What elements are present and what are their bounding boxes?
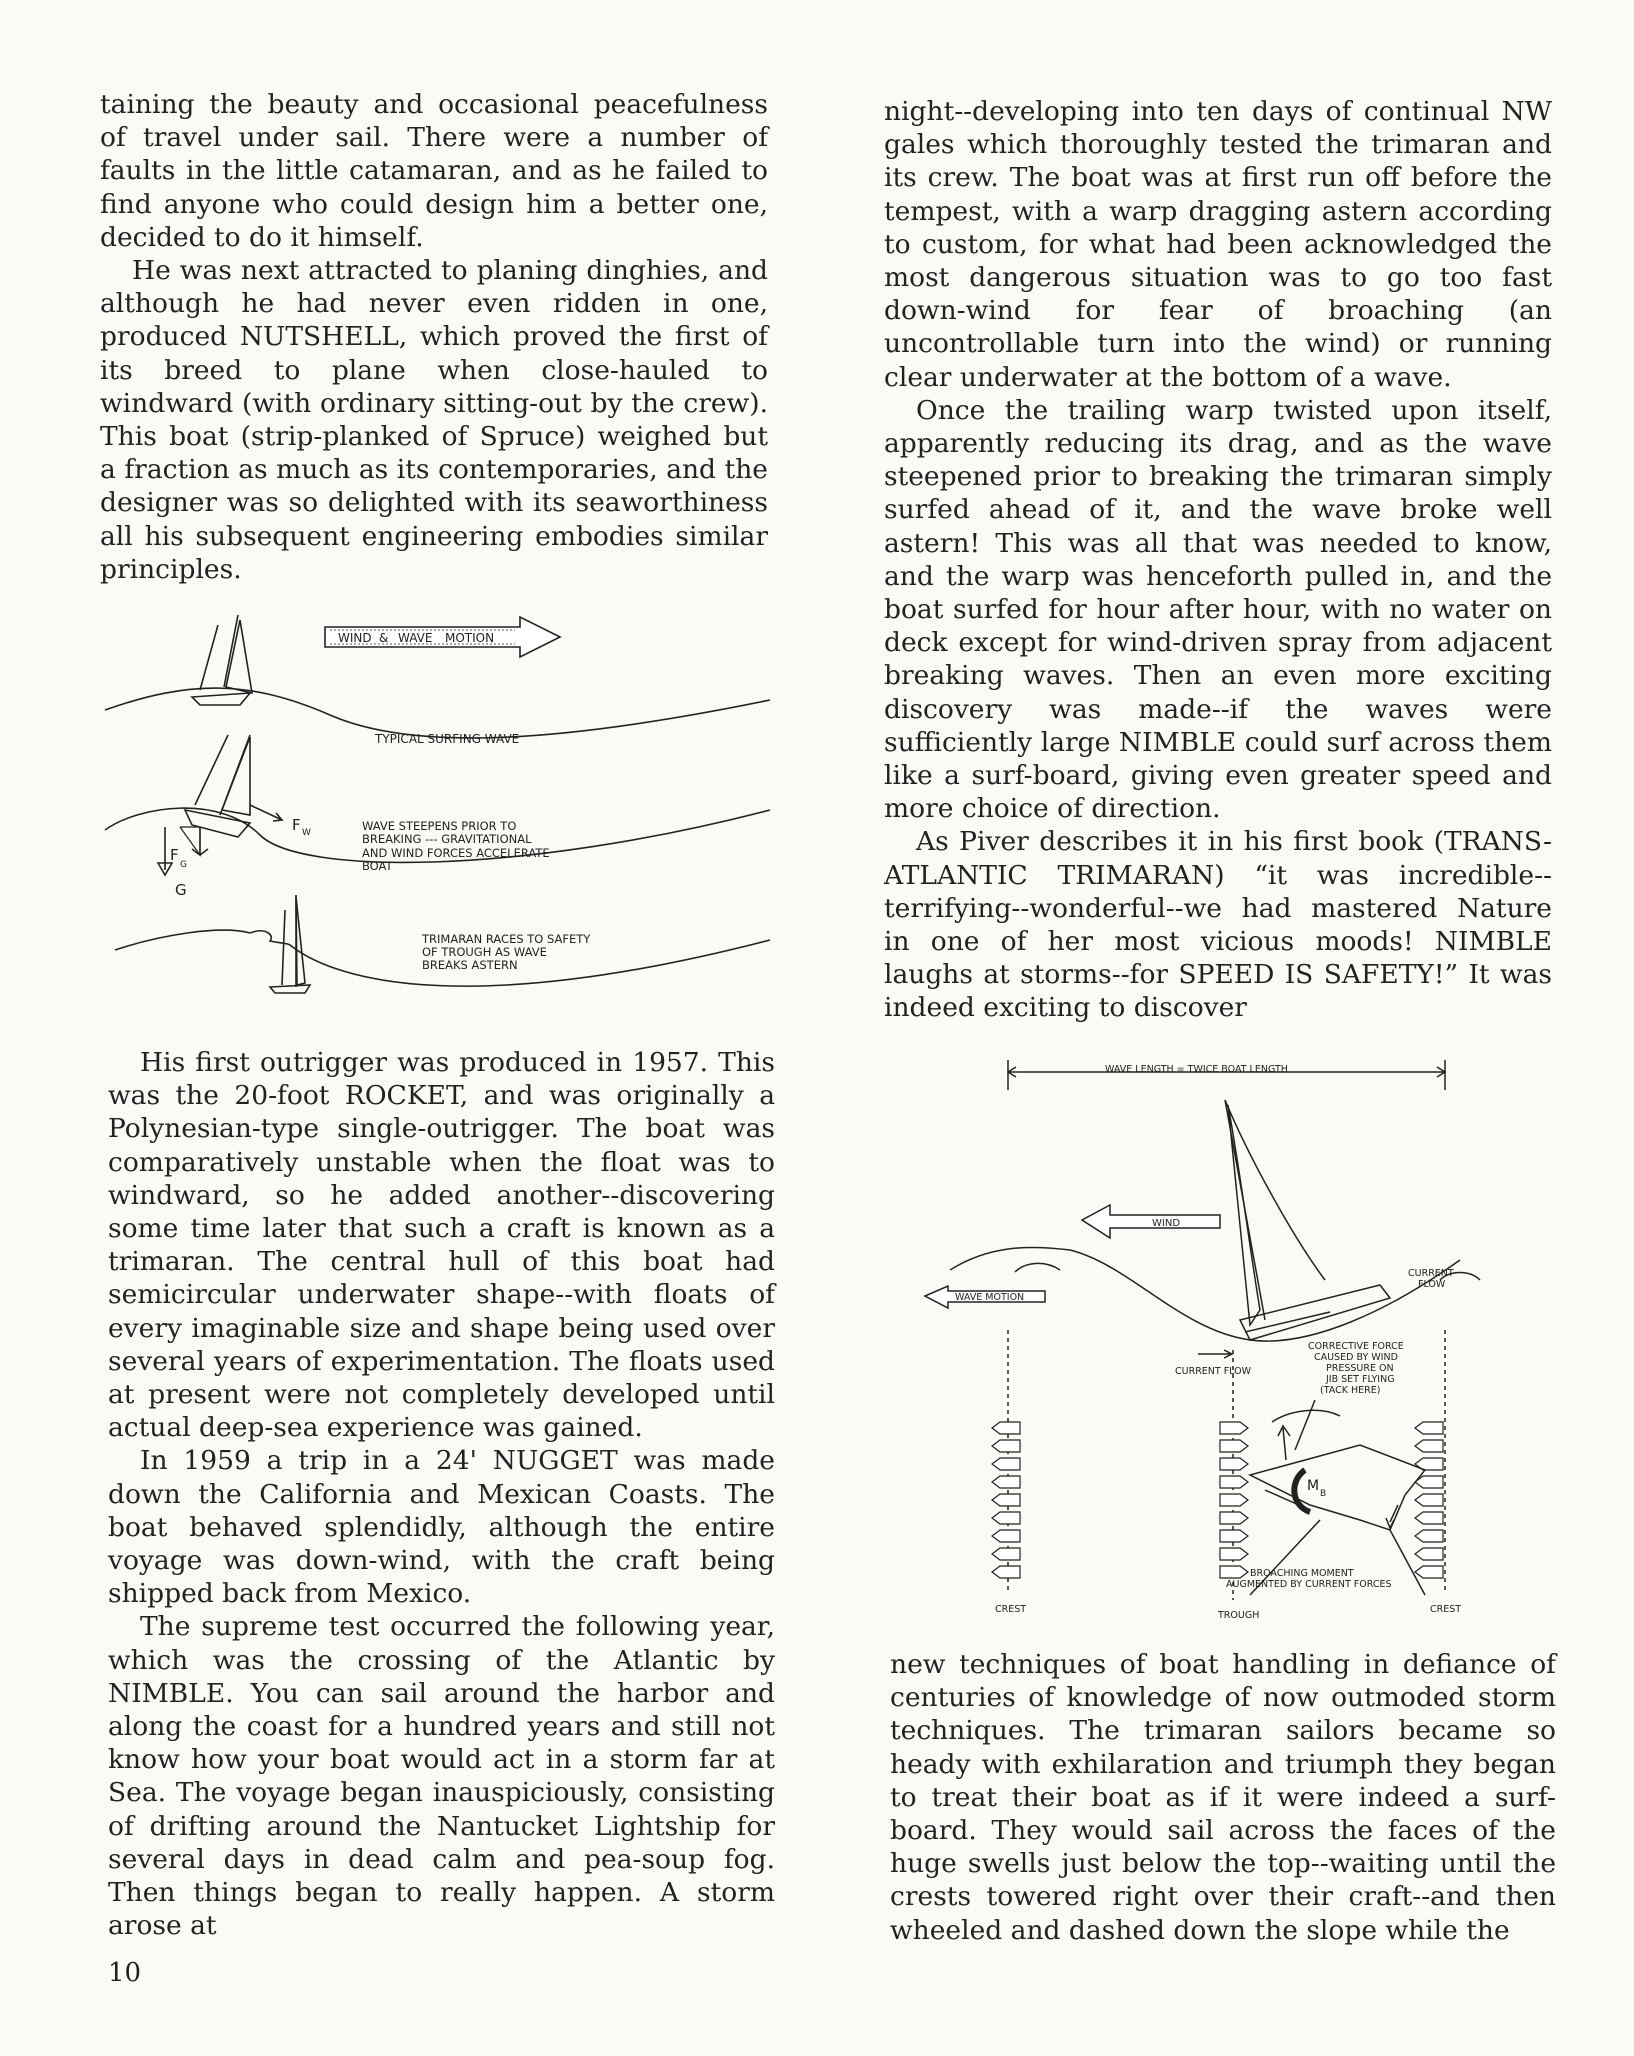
current-flow-label: CURRENT FLOW (1175, 1366, 1252, 1377)
page-number: 10 (108, 1958, 142, 1988)
chevron-arrows (992, 1422, 1443, 1578)
chevron-arrow-icon (1220, 1548, 1248, 1560)
chevron-arrow-icon (992, 1458, 1020, 1470)
paragraph: His first outrigger was produced in 1957. This was the 20-foot ROCKET, and was originally a Polynesian-type single-outrigger. The boat was comparatively unstable when the float was to windward, so he added another--discovering some time later that such a craft is known as a trimaran. The central hull of this boat had semicircular underwater shape--with floats of every imaginable size and shape being used over several years of experimentation. The floats used at present were not completely developed until actual deep-sea experience was gained. (108, 1047, 775, 1444)
left-column-top (100, 88, 768, 586)
svg-text:BOAT: BOAT (362, 859, 393, 873)
right-column-bottom (890, 1648, 1556, 1947)
chevron-arrow-icon (1220, 1512, 1248, 1524)
wind-arrow (1082, 1205, 1220, 1238)
svg-text:AUGMENTED BY CURRENT FORCES: AUGMENTED BY CURRENT FORCES (1226, 1579, 1392, 1590)
chevron-arrow-icon (1220, 1566, 1248, 1578)
chevron-arrow-icon (992, 1440, 1020, 1452)
crest-left-label: CREST (995, 1604, 1027, 1615)
chevron-arrow-icon (992, 1494, 1020, 1506)
chevron-arrow-icon (992, 1548, 1020, 1560)
chevron-arrow-icon (992, 1422, 1020, 1434)
chevron-arrow-icon (1220, 1458, 1248, 1470)
chevron-arrow-icon (1415, 1512, 1443, 1524)
svg-text:F: F (170, 846, 179, 864)
svg-text:BREAKS ASTERN: BREAKS ASTERN (422, 958, 518, 972)
paragraph: new techniques of boat handling in defiance of centuries of knowledge of now outmoded storm techniques. The trimaran sailors became so heady with exhilaration and triumph they began to treat their boat as if it were indeed a surf-board. They would sail across the faces of the huge swells just below the top--waiting until the crests towered right over their craft--and then wheeled and dashed down the slope while the (890, 1649, 1556, 1946)
chevron-arrow-icon (1415, 1440, 1443, 1452)
corrective-force-label (1308, 1341, 1404, 1396)
svg-text:(TACK HERE): (TACK HERE) (1320, 1385, 1381, 1396)
svg-text:CAUSED BY WIND: CAUSED BY WIND (1314, 1352, 1398, 1363)
arrow-word: WAVE (398, 631, 433, 645)
svg-text:OF TROUGH AS WAVE: OF TROUGH AS WAVE (422, 945, 547, 959)
svg-text:G: G (180, 860, 187, 870)
paragraph: night--developing into ten days of continual NW gales which thoroughly tested the trimaran and its crew. The boat was at first run off before the tempest, with a warp dragging astern according to custom, for what had been acknowledged the most dangerous situation was to go too fast down-wind for fear of broaching (an uncontrollable turn into the wind) or running clear underwater at the bottom of a wave. (884, 96, 1552, 393)
svg-text:FLOW: FLOW (1418, 1279, 1446, 1290)
svg-text:CURRENT: CURRENT (1408, 1268, 1454, 1279)
svg-text:PRESSURE ON: PRESSURE ON (1326, 1363, 1394, 1374)
svg-text:TRIMARAN RACES TO SAFETY: TRIMARAN RACES TO SAFETY (422, 932, 591, 946)
svg-text:WIND: WIND (1152, 1218, 1181, 1229)
paragraph: As Piver describes it in his first book (TRANS-ATLANTIC TRIMARAN) “it was incredible--terrifying--wonderful--we had mastered Nature in one of her most vicious moods! NIMBLE laughs at storms--for SPEED IS SAFETY!” It was indeed exciting to discover (884, 826, 1552, 1024)
svg-text:JIB SET FLYING: JIB SET FLYING (1326, 1374, 1395, 1385)
svg-text:BROACHING MOMENT: BROACHING MOMENT (1250, 1568, 1354, 1579)
moment-sub: B (1320, 1489, 1327, 1499)
svg-text:WAVE MOTION: WAVE MOTION (955, 1292, 1025, 1303)
svg-text:AND WIND FORCES ACCELERATE: AND WIND FORCES ACCELERATE (362, 846, 550, 860)
chevron-arrow-icon (1220, 1476, 1248, 1488)
chevron-arrow-icon (1220, 1422, 1248, 1434)
chevron-arrow-icon (1415, 1494, 1443, 1506)
paragraph: taining the beauty and occasional peacefulness of travel under sail. There were a number of faults in the little catamaran, and as he failed to find anyone who could design him a better one, decided to do it himself. (100, 89, 768, 253)
arrow-word: WIND (338, 631, 372, 645)
svg-text:BREAKING --- GRAVITATIONAL: BREAKING --- GRAVITATIONAL (362, 832, 532, 846)
chevron-arrow-icon (1415, 1566, 1443, 1578)
paragraph: The supreme test occurred the following year, which was the crossing of the Atlantic by NIMBLE. You can sail around the harbor and along the coast for a hundred years and still not know how your boat would act in a storm far at Sea. The voyage began inauspiciously, consisting of drifting around the Nantucket Lightship for several days in dead calm and pea-soup fog. Then things began to really happen. A storm arose at (108, 1611, 775, 1942)
broaching-moment-label (1226, 1568, 1392, 1590)
typical-surfing-wave-label: TYPICAL SURFING WAVE (375, 732, 520, 746)
current-flow-right-label (1408, 1268, 1454, 1290)
wave-motion-arrow (925, 1286, 1045, 1308)
chevron-arrow-icon (1415, 1548, 1443, 1560)
crest-right-label: CREST (1430, 1604, 1462, 1615)
chevron-arrow-icon (1220, 1494, 1248, 1506)
paragraph: He was next attracted to planing dinghies, and although he had never even ridden in one, produced NUTSHELL, which proved the first of its breed to plane when close-hauled to windward (with ordinary sitting-out by the crew). This boat (strip-planked of Spruce) weighed but a fraction as much as its contemporaries, and the designer was so delighted with its seaworthiness all his subsequent engineering embodies similar principles. (100, 255, 768, 585)
chevron-arrow-icon (1415, 1422, 1443, 1434)
arrow-word: MOTION (445, 631, 495, 645)
chevron-arrow-icon (1220, 1530, 1248, 1542)
trimaran-races-label (421, 932, 591, 972)
arrow-word: & (379, 631, 389, 645)
right-column-top (884, 95, 1552, 1025)
paragraph: In 1959 a trip in a 24' NUGGET was made down the California and Mexican Coasts. The boat behaved splendidly, although the entire voyage was down-wind, with the craft being shipped back from Mexico. (108, 1445, 775, 1610)
chevron-arrow-icon (992, 1476, 1020, 1488)
chevron-arrow-icon (992, 1566, 1020, 1578)
wind-wave-motion-arrow (325, 617, 560, 657)
surfing-wave-figure (100, 605, 780, 1025)
chevron-arrow-icon (992, 1530, 1020, 1542)
chevron-arrow-icon (1415, 1530, 1443, 1542)
force-g-label (170, 846, 187, 870)
paragraph: Once the trailing warp twisted upon itself, apparently reducing its drag, and as the wave steepened prior to breaking the trimaran simply surfed ahead of it, and the wave broke well astern! This was all that was needed to know, and the warp was henceforth pulled in, and the boat surfed for hour after hour, with no water on deck except for wind-driven spray from adjacent breaking waves. Then an even more exciting discovery was made--if the waves were sufficiently large NIMBLE could surf across them like a surf-board, giving even greater speed and more choice of direction. (884, 394, 1552, 825)
wavelength-label: WAVE LENGTH = TWICE BOAT LENGTH (1105, 1064, 1288, 1075)
wave-steepens-label (362, 819, 550, 873)
gravity-label: G (175, 881, 187, 899)
svg-text:WAVE STEEPENS PRIOR TO: WAVE STEEPENS PRIOR TO (362, 819, 517, 833)
chevron-arrow-icon (1220, 1440, 1248, 1452)
svg-text:W: W (302, 828, 311, 838)
left-column-bottom (108, 1046, 775, 1942)
chevron-arrow-icon (992, 1512, 1020, 1524)
moment-label: M (1307, 1478, 1320, 1494)
svg-text:CORRECTIVE FORCE: CORRECTIVE FORCE (1308, 1341, 1404, 1352)
trough-label: TROUGH (1218, 1610, 1260, 1621)
broaching-figure (920, 1050, 1520, 1630)
svg-text:F: F (292, 816, 301, 834)
force-w-label (292, 816, 311, 838)
